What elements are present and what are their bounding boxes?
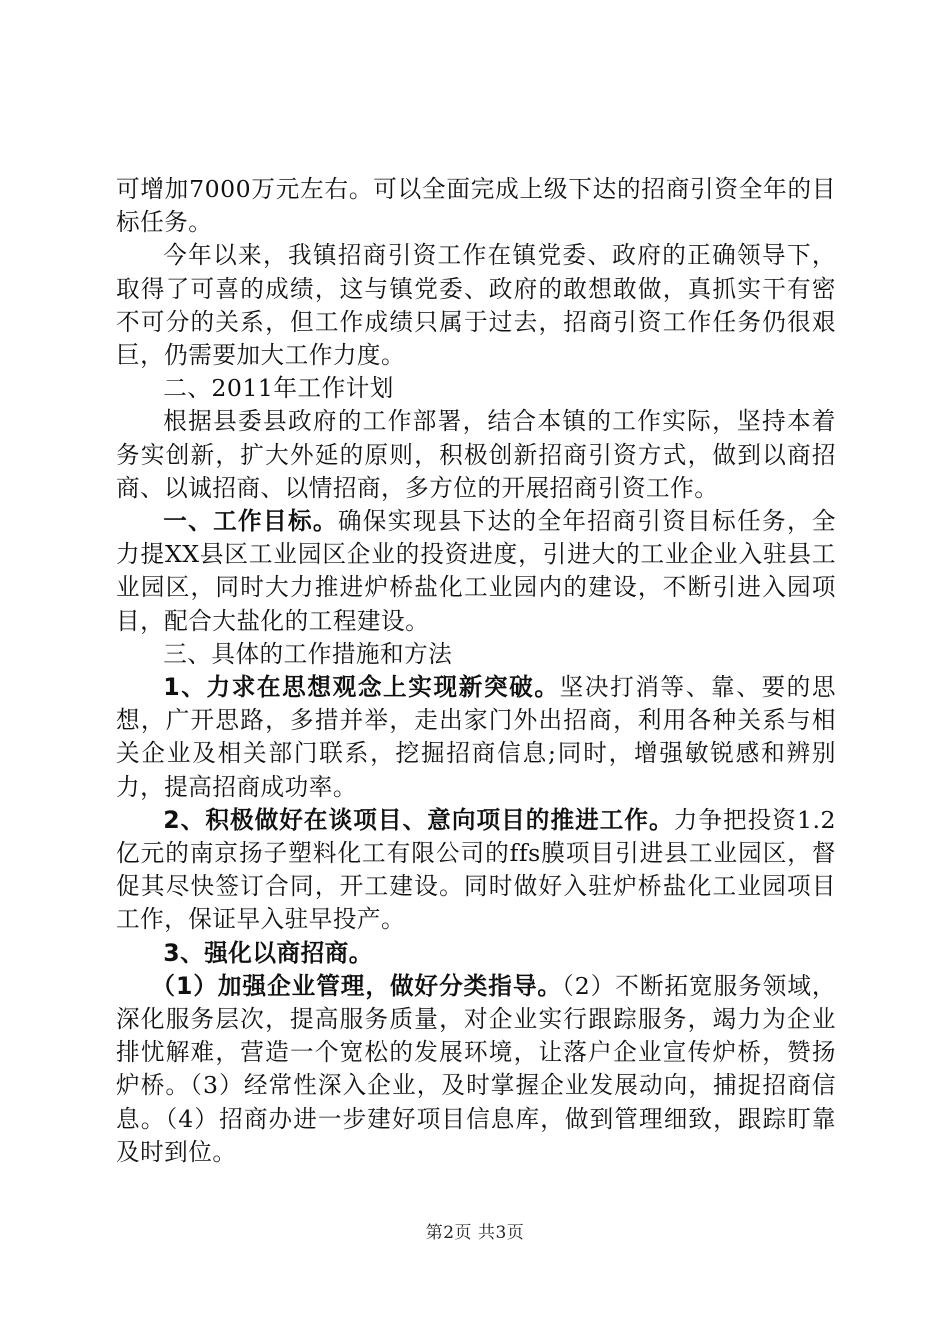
paragraph-measure-1 <box>116 671 836 804</box>
paragraph-continuation: 可增加7000万元左右。可以全面完成上级下达的招商引资全年的目标任务。 <box>116 175 836 237</box>
measure-2-heading: 2、积极做好在谈项目、意向项目的推进工作。 <box>163 805 674 834</box>
document-body <box>116 173 836 1169</box>
paragraph-measure-3 <box>116 937 836 970</box>
measure-1-heading: 1、力求在思想观念上实现新突破。 <box>163 673 560 702</box>
work-goal-text: 确保实现县下达的全年招商引资目标任务，全力提XX县区工业园区企业的投资进度，引进大的工业企业入驻县工业园区，同时大力推进炉桥盐化工业园内的建设，不断引进入园项目，配合大盐化的工程建设。 <box>116 507 836 635</box>
section-heading-measures: 三、具体的工作措施和方法 <box>163 639 453 668</box>
measure-3a-heading: （1）加强企业管理，做好分类指导。 <box>151 971 562 1000</box>
section-heading-2011-plan: 二、2011年工作计划 <box>163 374 394 403</box>
paragraph-measure-2 <box>116 804 836 937</box>
paragraph-work-goal <box>116 505 836 638</box>
measure-1-text: 坚决打消等、靠、要的思想，广开思路，多措并举，走出家门外出招商，利用各种关系与相关企业及相关部门联系，挖掘招商信息;同时，增强敏锐感和辨别力，提高招商成功率。 <box>116 673 836 801</box>
measure-3-details-text: （2）不断拓宽服务领域，深化服务层次，提高服务质量，对企业实行跟踪服务，竭力为企业排忧解难，营造一个宽松的发展环境，让落户企业宣传炉桥，赞扬炉桥。（3）经常性深入企业，及时掌握企业发展动向，捕捉招商信息。（4）招商办进一步建好项目信息库，做到管理细致，跟踪盯靠及时到位。 <box>116 971 836 1166</box>
page-footer: 第2页 共3页 <box>425 1223 525 1243</box>
paragraph-summary: 今年以来，我镇招商引资工作在镇党委、政府的正确领导下，取得了可喜的成绩，这与镇党委、政府的敢想敢做，真抓实干有密不可分的关系，但工作成绩只属于过去，招商引资工作任务仍很艰巨，仍需要加大工作力度。 <box>116 241 836 370</box>
measure-2-text: 力争把投资1.2亿元的南京扬子塑料化工有限公司的ffs膜项目引进县工业园区，督促其尽快签订合同，开工建设。同时做好入驻炉桥盐化工业园项目工作，保证早入驻早投产。 <box>116 805 836 934</box>
paragraph-plan-intro: 根据县委县政府的工作部署，结合本镇的工作实际，坚持本着务实创新，扩大外延的原则，积极创新招商引资方式，做到以商招商、以诚招商、以情招商，多方位的开展招商引资工作。 <box>116 407 836 502</box>
work-goal-heading: 一、工作目标。 <box>163 507 338 536</box>
paragraph-measure-3-details <box>116 970 836 1169</box>
measure-3-heading: 3、强化以商招商。 <box>163 938 373 967</box>
